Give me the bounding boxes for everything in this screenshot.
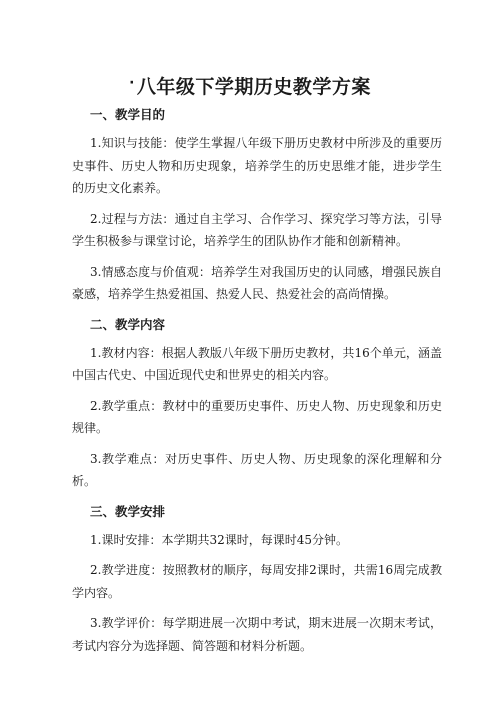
paragraph: 1.知识与技能：使学生掌握八年级下册历史教材中所涉及的重要历史事件、历史人物和历史现象，培养学生的历史思维才能，进步学生的历史文化素养。	[72, 136, 442, 195]
title-text: 八年级下学期历史教学方案	[136, 76, 371, 98]
paragraph: 3.教学难点：对历史事件、历史人物、历史现象的深化理解和分析。	[72, 451, 442, 488]
paragraph: 2.教学进度：按照教材的顺序，每周安排2课时，共需16周完成教学内容。	[72, 563, 442, 600]
section-heading-content: 二、教学内容	[90, 316, 166, 332]
paragraph: 2.过程与方法：通过自主学习、合作学习、探究学习等方法，引导学生积极参与课堂讨论，培养学生的团队协作才能和创新精神。	[72, 211, 442, 248]
document-title	[0, 72, 500, 99]
paragraph: 1.教材内容：根据人教版八年级下册历史教材，共16个单元，涵盖中国古代史、中国近现代史和世界史的相关内容。	[72, 345, 442, 382]
paragraph: 3.情感态度与价值观：培养学生对我国历史的认同感，增强民族自豪感，培养学生热爱祖国、热爱人民、热爱社会的高尚情操。	[72, 264, 442, 301]
document-body	[72, 104, 442, 665]
paragraph: 1.课时安排：本学期共32课时，每课时45分钟。	[90, 532, 348, 547]
title-mark: ·	[129, 75, 135, 91]
section-heading-objectives: 一、教学目的	[90, 107, 166, 122]
paragraph: 3.教学评价：每学期进展一次期中考试，期末进展一次期末考试，考试内容分为选择题、简答题和材料分析题。	[72, 616, 442, 653]
paragraph: 2.教学重点：教材中的重要历史事件、历史人物、历史现象和历史规律。	[72, 398, 442, 435]
section-heading-schedule: 三、教学安排	[90, 503, 166, 519]
